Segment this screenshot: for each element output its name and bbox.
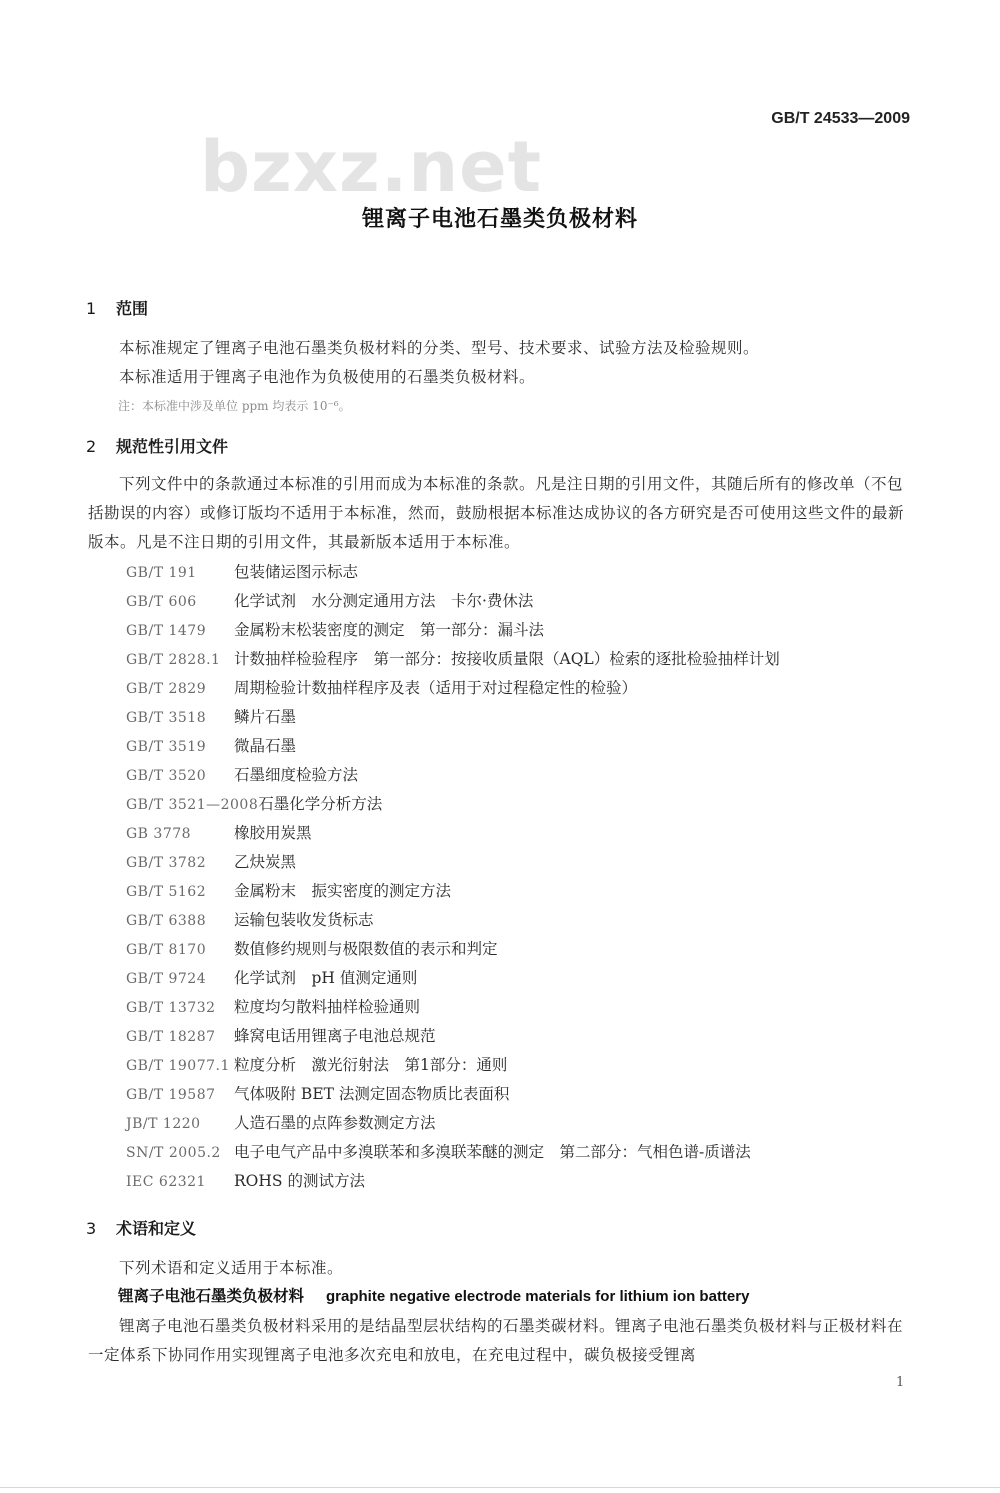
section-3-title: 术语和定义 (116, 1219, 197, 1238)
standard-code: GB/T 24533—2009 (771, 110, 910, 127)
term-definition: 锂离子电池石墨类负极材料采用的是结晶型层状结构的石墨类碳材料。锂离子电池石墨类负极材料与正极材料在一定体系下协同作用实现锂离子电池多次充电和放电，在充电过程中，碳负极接受锂离 (88, 1317, 904, 1364)
reference-title: 蜂窝电话用锂离子电池总规范 (234, 1027, 436, 1045)
reference-title: 粒度均匀散料抽样检验通则 (234, 998, 421, 1016)
reference-item (126, 993, 906, 1022)
reference-title: 粒度分析 激光衍射法 第1部分：通则 (234, 1056, 508, 1074)
reference-item (126, 1138, 906, 1167)
reference-code: GB/T 19077.1 (126, 1058, 230, 1074)
reference-code: GB/T 6388 (126, 913, 207, 929)
reference-item (126, 674, 906, 703)
reference-code: GB/T 2828.1 (126, 652, 221, 668)
reference-code: GB/T 606 (126, 594, 197, 610)
reference-item (126, 1022, 906, 1051)
section-2-title: 规范性引用文件 (116, 437, 229, 456)
reference-item (126, 645, 906, 674)
page-number: 1 (896, 1375, 905, 1390)
section-3-number: 3 (86, 1219, 97, 1238)
reference-item (126, 877, 906, 906)
section-1-heading (86, 296, 148, 319)
reference-title: 橡胶用炭黑 (234, 824, 312, 842)
reference-title: 金属粉末松装密度的测定 第一部分：漏斗法 (234, 621, 545, 639)
reference-code: GB/T 18287 (126, 1029, 216, 1045)
reference-title: 周期检验计数抽样程序及表（适用于对过程稳定性的检验） (234, 679, 638, 697)
reference-code: GB/T 9724 (126, 971, 207, 987)
reference-title: 微晶石墨 (234, 737, 297, 755)
reference-item (126, 906, 906, 935)
reference-item (126, 819, 906, 848)
reference-code: GB/T 13732 (126, 1000, 216, 1016)
section-1-note: 注：本标准中涉及单位 ppm 均表示 10⁻⁶。 (118, 399, 351, 413)
reference-code: GB/T 3782 (126, 855, 207, 871)
reference-item (126, 790, 906, 819)
reference-title: 化学试剂 pH 值测定通则 (234, 969, 418, 987)
reference-title: 人造石墨的点阵参数测定方法 (234, 1114, 436, 1132)
section-1-paragraph-2: 本标准适用于锂离子电池作为负极使用的石墨类负极材料。 (119, 368, 536, 386)
reference-item (126, 558, 906, 587)
reference-item (126, 1051, 906, 1080)
reference-title: 气体吸附 BET 法测定固态物质比表面积 (234, 1085, 510, 1103)
reference-code: SN/T 2005.2 (126, 1145, 221, 1161)
reference-code: JB/T 1220 (126, 1116, 201, 1132)
reference-title: 石墨细度检验方法 (234, 766, 359, 784)
term-english: graphite negative electrode materials for lithium ion battery (326, 1288, 750, 1305)
reference-code: GB/T 3518 (126, 710, 207, 726)
reference-item (126, 703, 906, 732)
reference-code: GB 3778 (126, 826, 192, 842)
reference-title: ROHS 的测试方法 (234, 1172, 365, 1190)
reference-code: GB/T 3519 (126, 739, 207, 755)
reference-code: IEC 62321 (126, 1174, 206, 1190)
reference-title: 电子电气产品中多溴联苯和多溴联苯醚的测定 第二部分：气相色谱-质谱法 (234, 1143, 751, 1161)
reference-title: 石墨化学分析方法 (258, 795, 383, 813)
reference-code: GB/T 19587 (126, 1087, 216, 1103)
reference-code: GB/T 3520 (126, 768, 207, 784)
reference-item (126, 848, 906, 877)
reference-title: 包装储运图示标志 (234, 563, 359, 581)
reference-item (126, 1080, 906, 1109)
reference-item (126, 761, 906, 790)
reference-code: GB/T 3521—2008 (126, 797, 259, 813)
section-1-number: 1 (86, 299, 97, 318)
reference-item (126, 616, 906, 645)
reference-title: 乙炔炭黑 (234, 853, 297, 871)
reference-item (126, 1109, 906, 1138)
reference-item (126, 935, 906, 964)
reference-title: 化学试剂 水分测定通用方法 卡尔·费休法 (234, 592, 534, 610)
reference-code: GB/T 8170 (126, 942, 207, 958)
reference-item (126, 732, 906, 761)
section-2-heading (86, 434, 228, 457)
reference-item (126, 1167, 906, 1196)
section-1-title: 范围 (116, 299, 149, 318)
reference-title: 数值修约规则与极限数值的表示和判定 (234, 940, 498, 958)
section-2-intro: 下列文件中的条款通过本标准的引用而成为本标准的条款。凡是注日期的引用文件，其随后所有的修改单（不包括勘误的内容）或修订版均不适用于本标准，然而，鼓励根据本标准达成协议的各方研究是否可使用这些文件的最新版本。凡是不注日期的引用文件，其最新版本适用于本标准。 (88, 475, 905, 551)
reference-list (126, 558, 906, 1196)
reference-code: GB/T 191 (126, 565, 197, 581)
reference-title: 鳞片石墨 (234, 708, 297, 726)
section-1-paragraph-1: 本标准规定了锂离子电池石墨类负极材料的分类、型号、技术要求、试验方法及检验规则。 (119, 339, 760, 357)
term-entry (118, 1284, 749, 1306)
reference-item (126, 587, 906, 616)
reference-item (126, 964, 906, 993)
section-3-intro: 下列术语和定义适用于本标准。 (119, 1259, 344, 1277)
term-chinese: 锂离子电池石墨类负极材料 (118, 1287, 305, 1305)
watermark: bzxz.net (200, 126, 543, 208)
reference-code: GB/T 1479 (126, 623, 207, 639)
section-2-number: 2 (86, 437, 97, 456)
reference-code: GB/T 2829 (126, 681, 207, 697)
reference-code: GB/T 5162 (126, 884, 207, 900)
document-title: 锂离子电池石墨类负极材料 (361, 207, 638, 232)
reference-title: 运输包装收发货标志 (234, 911, 374, 929)
section-3-heading (86, 1216, 196, 1239)
bottom-divider (0, 1487, 1000, 1488)
reference-title: 计数抽样检验程序 第一部分：按接收质量限（AQL）检索的逐批检验抽样计划 (234, 650, 780, 668)
reference-title: 金属粉末 振实密度的测定方法 (234, 882, 452, 900)
